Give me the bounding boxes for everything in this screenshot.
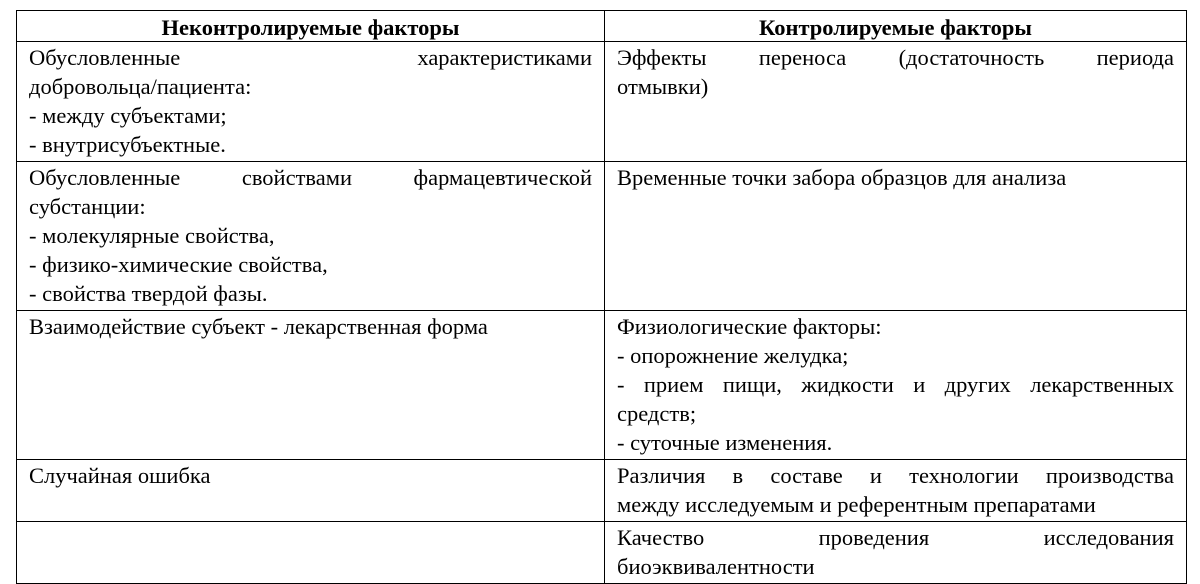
cell-uncontrolled [17, 162, 605, 311]
cell-line: Физиологические факторы: [617, 314, 882, 339]
cell-line: - свойства твердой фазы. [29, 281, 268, 306]
cell-line: Временные точки забора образцов для анализа [617, 165, 1067, 190]
table-row [17, 311, 1187, 460]
cell-uncontrolled [17, 42, 605, 162]
cell-line: Различия в составе и технологии производства [617, 463, 1174, 488]
cell-line: Случайная ошибка [29, 463, 211, 488]
cell-line: Взаимодействие субъект - лекарственная форма [29, 314, 488, 339]
table-row [17, 460, 1187, 522]
cell-line: - физико-химические свойства, [29, 252, 328, 277]
header-row [17, 11, 1187, 42]
table-row [17, 42, 1187, 162]
cell-line: - опорожнение желудка; [617, 343, 849, 368]
cell-uncontrolled [17, 460, 605, 522]
cell-uncontrolled-empty [17, 522, 605, 584]
cell-uncontrolled [17, 311, 605, 460]
cell-line: Обусловленные характеристиками [29, 45, 592, 70]
cell-controlled [605, 460, 1187, 522]
cell-line: отмывки) [617, 74, 709, 99]
table-row [17, 522, 1187, 584]
cell-line: биоэквивалентности [617, 554, 815, 579]
cell-line: - молекулярные свойства, [29, 223, 275, 248]
cell-line: Эффекты переноса (достаточность периода [617, 45, 1174, 70]
cell-controlled [605, 522, 1187, 584]
cell-line: - суточные изменения. [617, 430, 833, 455]
cell-line: - внутрисубъектные. [29, 132, 226, 157]
cell-line: субстанции: [29, 194, 146, 219]
cell-line: - прием пищи, жидкости и других лекарственных [617, 372, 1174, 397]
cell-controlled [605, 42, 1187, 162]
header-uncontrolled: Неконтролируемые факторы [17, 11, 605, 42]
cell-line: Качество проведения исследования [617, 525, 1174, 550]
cell-line: между исследуемым и референтным препаратами [617, 492, 1096, 517]
cell-line: добровольца/пациента: [29, 74, 252, 99]
cell-controlled [605, 162, 1187, 311]
factors-table [16, 10, 1187, 584]
cell-line: средств; [617, 401, 697, 426]
cell-controlled [605, 311, 1187, 460]
table-row [17, 162, 1187, 311]
header-controlled: Контролируемые факторы [605, 11, 1187, 42]
cell-line: Обусловленные свойствами фармацевтической [29, 165, 592, 190]
cell-line: - между субъектами; [29, 103, 227, 128]
